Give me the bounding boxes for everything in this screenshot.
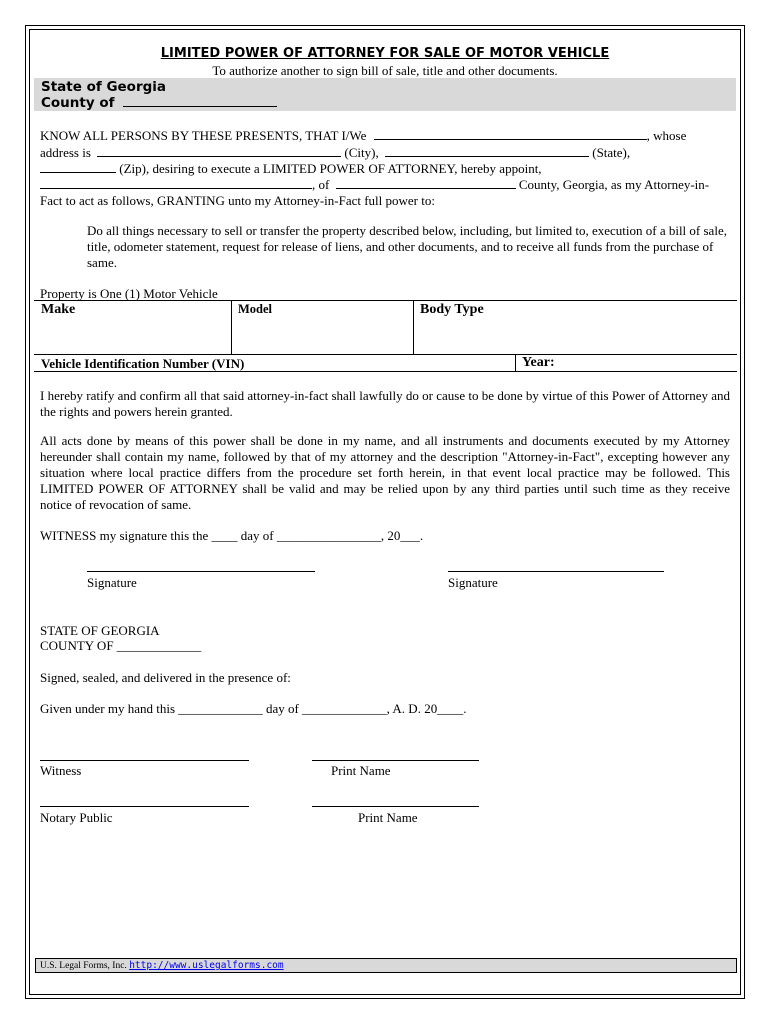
know-all-text: KNOW ALL PERSONS BY THESE PRESENTS, THAT I/We — [40, 128, 367, 143]
document-title: LIMITED POWER OF ATTORNEY FOR SALE OF MOTOR VEHICLE — [160, 46, 610, 61]
document-subtitle: To authorize another to sign bill of sale, title and other documents. — [212, 63, 558, 78]
of-text: , of — [312, 177, 330, 192]
county-blank[interactable] — [123, 96, 277, 107]
table-divider-3 — [515, 354, 516, 371]
witness-label: Witness — [40, 763, 82, 778]
footer-company: U.S. Legal Forms, Inc. — [40, 961, 127, 971]
notary-public-line[interactable] — [40, 806, 249, 807]
state-heading: State of Georgia — [41, 79, 167, 95]
notary-county: COUNTY OF _____________ — [40, 638, 202, 653]
address-is-text: address is — [40, 145, 91, 160]
print-name-label-2: Print Name — [358, 810, 418, 825]
year-label: Year: — [522, 355, 555, 370]
property-caption: Property is One (1) Motor Vehicle — [40, 286, 218, 301]
notary-public-label: Notary Public — [40, 810, 113, 825]
body-type-label: Body Type — [420, 302, 484, 317]
model-label: Model — [238, 302, 273, 316]
intro-line-1 — [40, 128, 686, 144]
state-text: (State), — [592, 145, 631, 160]
print-name-line-1[interactable] — [312, 760, 479, 761]
zip-text: (Zip), desiring to execute a LIMITED POWER OF ATTORNEY, hereby appoint, — [119, 161, 542, 176]
acts-paragraph: All acts done by means of this power shall be done in my name, and all instruments and documents executed by my Attorney hereunder shall contain my name, followed by that of my attorney and the description "Attorney-in-Fact", excepting however any situation where local practice differs from the procedure set forth herein, in that event local practice may be followed. This LIMITED POWER OF ATTORNEY shall be valid and may be relied upon by any third parties until such time as they receive notice of revocation of same. — [40, 433, 730, 512]
table-divider-2 — [413, 300, 414, 354]
whose-text: , whose — [646, 128, 687, 143]
print-name-line-2[interactable] — [312, 806, 479, 807]
table-divider-1 — [231, 300, 232, 354]
table-top-border — [34, 300, 737, 301]
principal-name-blank[interactable] — [374, 129, 647, 140]
intro-line-5: Fact to act as follows, GRANTING unto my Attorney-in-Fact full power to: — [40, 193, 435, 208]
county-georgia-text: County, Georgia, as my Attorney-in- — [518, 177, 710, 192]
notary-state: STATE OF GEORGIA — [40, 623, 160, 638]
attorney-county-blank[interactable] — [336, 178, 516, 189]
signature-label-right: Signature — [448, 575, 498, 590]
ratify-paragraph: I hereby ratify and confirm all that said attorney-in-fact shall lawfully do or cause to be done by virtue of this Power of Attorney and the rights and powers herein granted. — [40, 388, 730, 419]
vin-label: Vehicle Identification Number (VIN) — [41, 356, 245, 371]
make-label: Make — [41, 302, 76, 317]
county-heading — [41, 95, 277, 111]
table-mid-border — [34, 354, 737, 355]
intro-line-3 — [40, 161, 542, 177]
intro-line-4 — [40, 177, 709, 193]
zip-blank[interactable] — [40, 162, 116, 173]
intro-line-2 — [40, 145, 630, 161]
footer-url-link[interactable]: http://www.uslegalforms.com — [129, 960, 284, 971]
address-blank[interactable] — [97, 146, 341, 157]
witness-line[interactable] — [40, 760, 249, 761]
witness-signature-line: WITNESS my signature this the ____ day of ________________, 20___. — [40, 528, 424, 543]
signature-line-right[interactable] — [448, 571, 664, 572]
powers-paragraph: Do all things necessary to sell or transfer the property described below, including, but limited to, execution of a bill of sale, title, odometer statement, request for release of liens, and other documents, and to receive all funds from the purchase of same. — [87, 223, 727, 270]
city-state-blank[interactable] — [385, 146, 589, 157]
footer-bar — [35, 958, 737, 973]
given-under-hand-text: Given under my hand this _____________ day of _____________, A. D. 20____. — [40, 701, 467, 716]
city-text: (City), — [344, 145, 379, 160]
print-name-label-1: Print Name — [331, 763, 391, 778]
county-heading-label: County of — [41, 95, 115, 111]
signature-label-left: Signature — [87, 575, 137, 590]
attorney-name-blank[interactable] — [40, 178, 312, 189]
signed-sealed-text: Signed, sealed, and delivered in the presence of: — [40, 670, 291, 685]
signature-line-left[interactable] — [87, 571, 315, 572]
